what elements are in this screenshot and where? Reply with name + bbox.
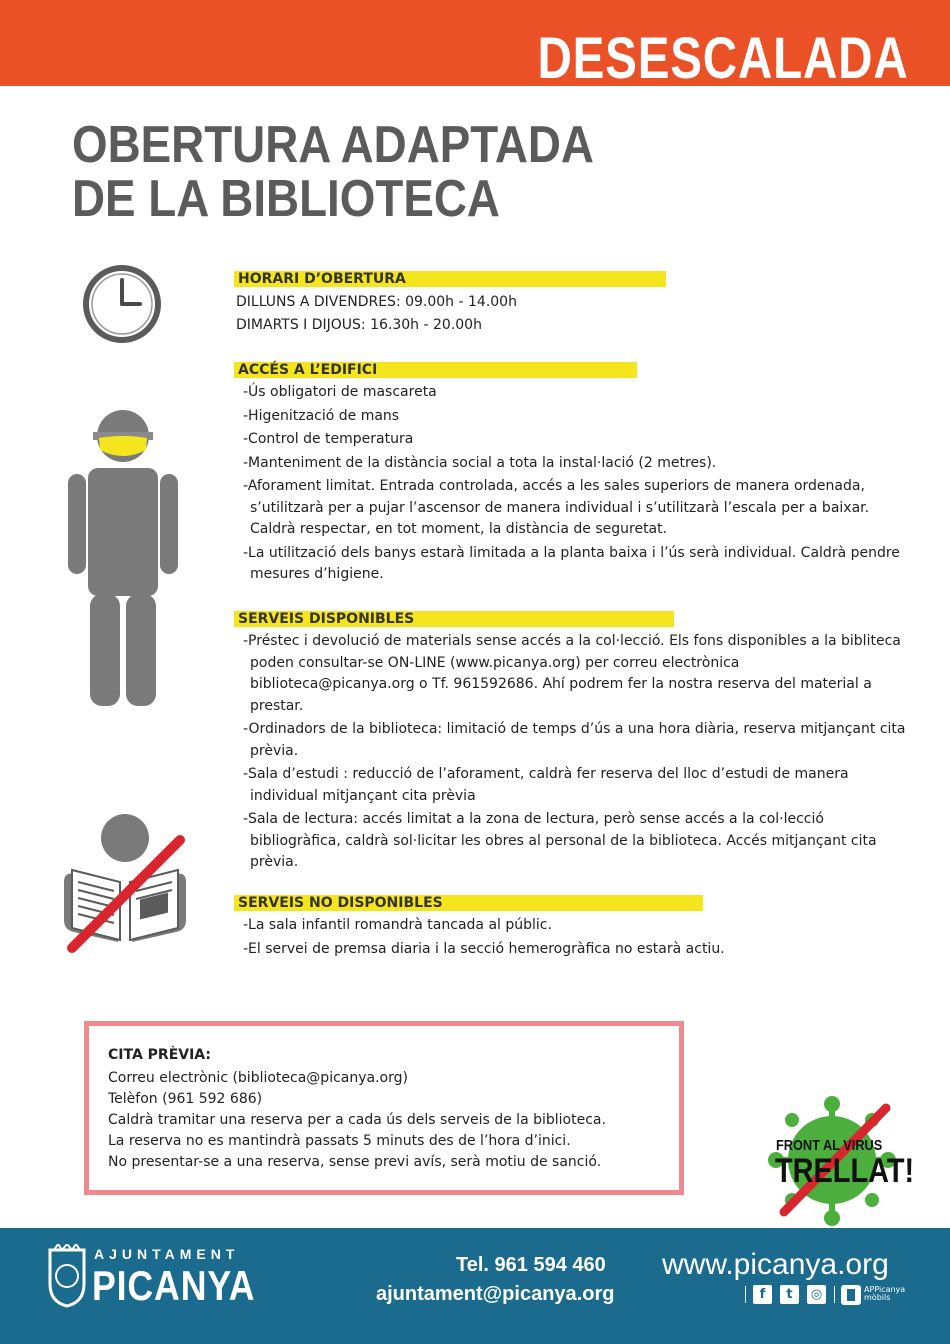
cita-previa-title: CITA PRÈVIA: xyxy=(108,1047,211,1063)
no-disponibles-list xyxy=(234,915,906,960)
list-item: -Aforament limitat. Entrada controlada, accés a les sales superiors de manera ordenada, s’utilitzarà per a pujar l’ascensor de manera individual i s’utilitzarà l’escala per a baixar. Caldrà respectar, en tot moment, la distància de seguretat. xyxy=(243,478,870,537)
person-mask-icon xyxy=(66,408,180,708)
list-item: -Higenització de mans xyxy=(243,407,400,424)
acces-heading: ACCÉS A L’EDIFICI xyxy=(234,362,637,378)
horari-heading: HORARI D’OBERTURA xyxy=(234,271,666,287)
no-disponibles-section xyxy=(234,892,906,962)
ajuntament-label: AJUNTAMENT xyxy=(94,1246,240,1262)
footer-email[interactable]: ajuntament@picanya.org xyxy=(376,1283,615,1305)
divider xyxy=(745,1286,746,1303)
instagram-icon[interactable]: ◎ xyxy=(807,1285,826,1304)
acces-list xyxy=(234,382,906,586)
list-item: -Préstec i devolució de materials sense accés a la col·lecció. Els fons disponibles a la biblitecа poden consultar-se ON-LINE (www.picanya.org) per correu electrònica biblioteca@picanya.org o Tf. 961592686. Ahí podrem fer la nostra reserva del material a prestar. xyxy=(243,633,901,714)
list-item: -Manteniment de la distància social a tota la instal·lació (2 metres). xyxy=(243,454,717,471)
town-name: PICANYA xyxy=(92,1262,256,1309)
list-item: -La sala infantil romandrà tancada al públic. xyxy=(243,917,552,933)
page-title xyxy=(72,118,594,226)
page-title-line2: DE LA BIBLIOTECA xyxy=(72,170,500,228)
list-item: -Ordinadors de la biblioteca: limitació de temps d’ús a una hora diària, reserva mitjançant cita prèvia. xyxy=(243,721,906,759)
list-item: -Ús obligatori de mascareta xyxy=(243,384,437,400)
serveis-section xyxy=(234,608,906,876)
serveis-heading: SERVEIS DISPONIBLES xyxy=(234,611,674,627)
facebook-icon[interactable]: f xyxy=(753,1285,772,1304)
cita-line: La reserva no es mantindrà passats 5 minuts des de l’hora d’inici. xyxy=(108,1133,571,1149)
divider xyxy=(834,1286,835,1303)
list-item: -Sala de lectura: accés limitat a la zona de lectura, però sense accés a la col·lecció bibliogràfica, caldrà sol·licitar les obres al personal de la biblioteca. Accés mitjançant cita prèvia. xyxy=(243,811,877,870)
cita-line: Correu electrònic (biblioteca@picanya.org) xyxy=(108,1070,408,1086)
schedule-line-2: DIMARTS I DIJOUS: 16.30h - 20.00h xyxy=(236,317,482,333)
no-disponibles-heading: SERVEIS NO DISPONIBLES xyxy=(234,895,703,911)
twitter-icon[interactable]: t xyxy=(780,1285,799,1304)
clock-icon xyxy=(80,262,164,346)
serveis-list xyxy=(234,631,906,874)
footer-phone: Tel. 961 594 460 xyxy=(456,1254,606,1276)
apps-label-line2: mòbils xyxy=(864,1293,891,1302)
banner-title: DESESCALADA xyxy=(536,26,908,91)
list-item: -Control de temperatura xyxy=(243,431,414,447)
virus-slogan-line2: TRELLAT! xyxy=(775,1152,915,1190)
page-title-line1: OBERTURA ADAPTADA xyxy=(72,116,594,174)
list-item: -El servei de premsa diaria i la secció hemerogràfica no estarà actiu. xyxy=(243,940,725,957)
horari-section xyxy=(234,268,666,337)
footer-website[interactable]: www.picanya.org xyxy=(662,1248,889,1281)
apps-label-line1: APPicanya xyxy=(864,1285,906,1294)
app-phone-icon[interactable] xyxy=(841,1285,861,1305)
virus-slogan-line1: FRONT AL VIRUS xyxy=(776,1137,883,1154)
cita-line: Telèfon (961 592 686) xyxy=(108,1091,263,1107)
apps-label xyxy=(864,1286,905,1302)
cita-line: Caldrà tramitar una reserva per a cada ús dels serveis de la biblioteca. xyxy=(108,1112,606,1128)
list-item: -Sala d’estudi : reducció de l’aforament, caldrà fer reserva del lloc d’estudi de manera individual mitjançant cita prèvia xyxy=(243,766,849,804)
schedule-line-1: DILLUNS A DIVENDRES: 09.00h - 14.00h xyxy=(236,294,517,310)
cita-previa-text xyxy=(108,1068,606,1173)
acces-section xyxy=(234,359,906,588)
cita-line: No presentar-se a una reserva, sense previ avís, serà motiu de sanció. xyxy=(108,1154,602,1170)
list-item: -La utilització dels banys estarà limitada a la planta baixa i l’ús serà individual. Caldrà pendre mesures d’higiene. xyxy=(243,544,900,582)
no-newspaper-icon xyxy=(58,812,192,956)
coat-of-arms-icon xyxy=(44,1244,90,1308)
